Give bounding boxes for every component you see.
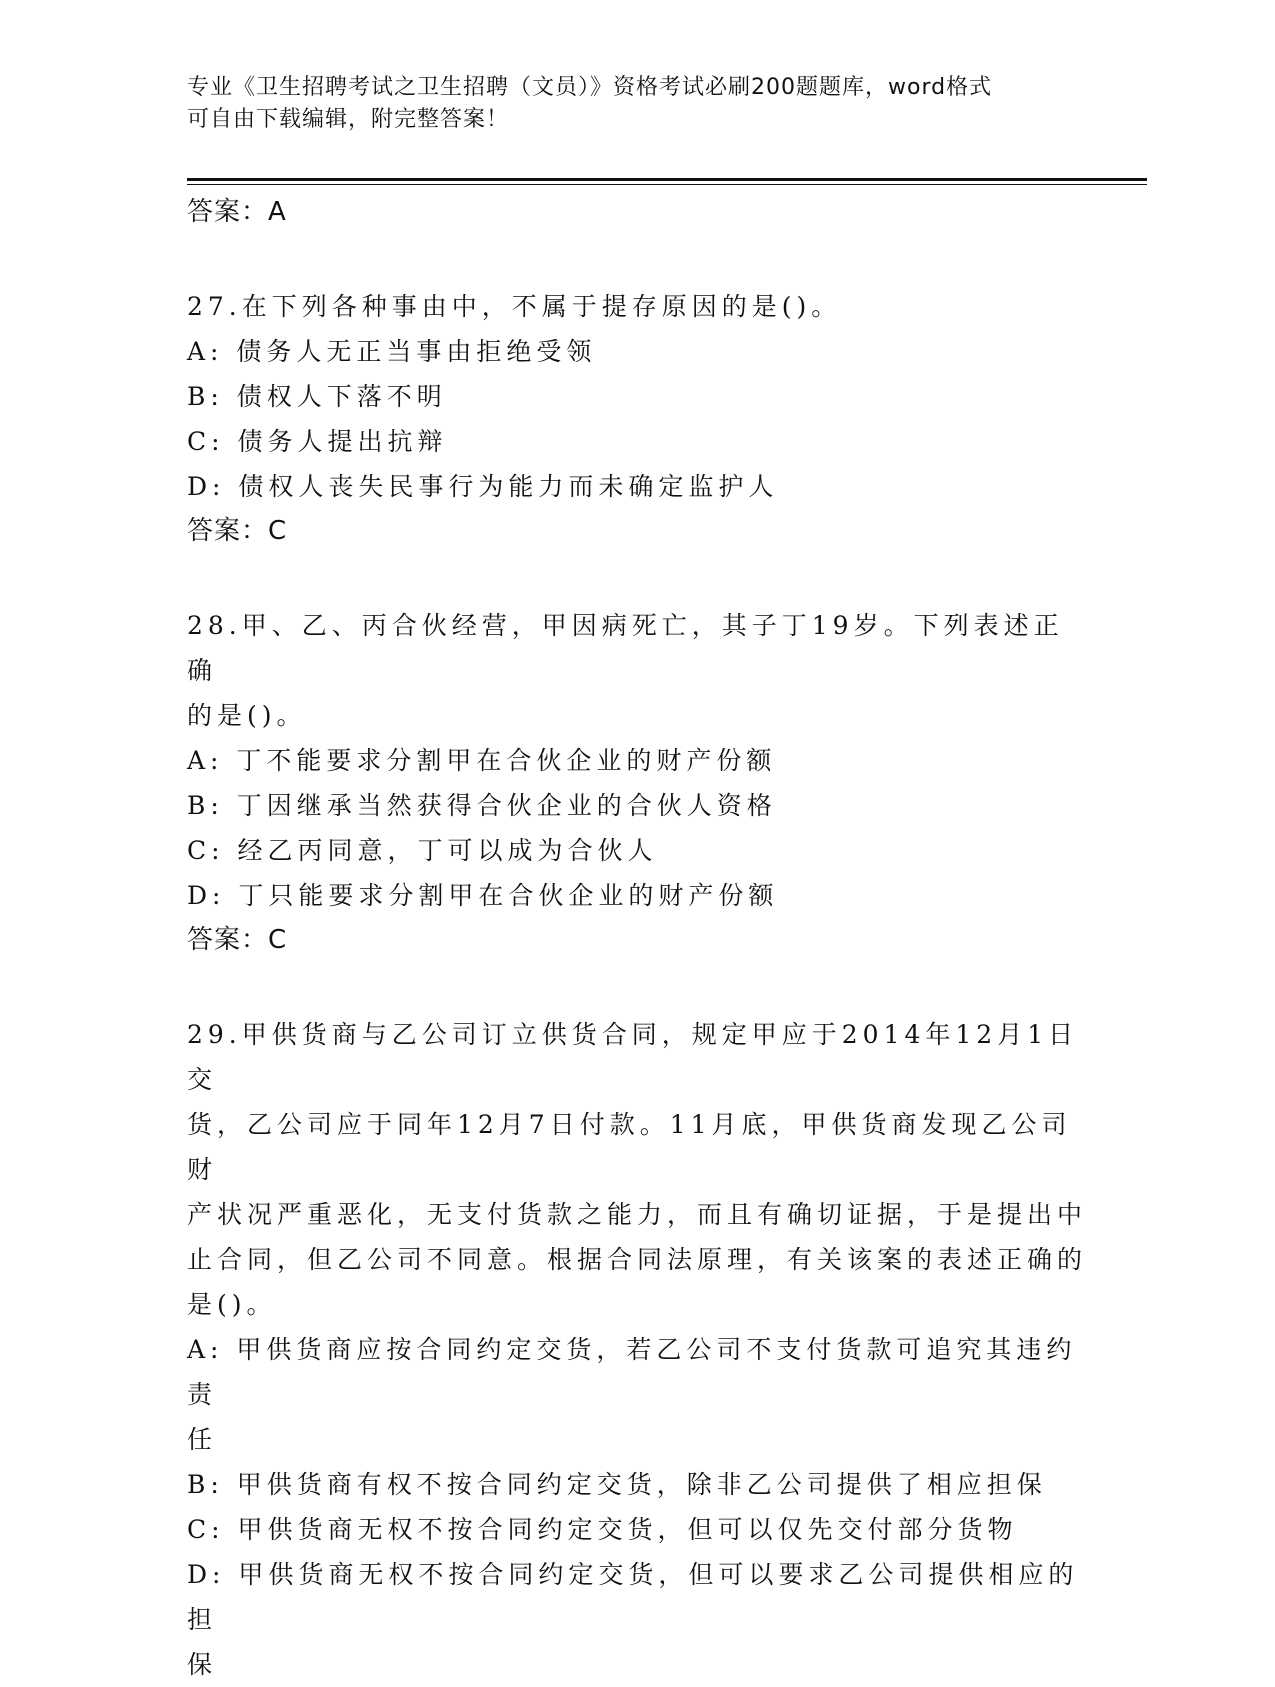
- question-block: [187, 1012, 1087, 1687]
- option-line: A: 丁不能要求分割甲在合伙企业的财产份额: [187, 746, 777, 775]
- question-stem-line: 产状况严重恶化，无支付货款之能力，而且有确切证据，于是提出中: [187, 1200, 1088, 1229]
- option-line: 任: [187, 1425, 218, 1454]
- option-line: A: 甲供货商应按合同约定交货，若乙公司不支付货款可追究其违约责: [187, 1335, 1077, 1409]
- option-line: B: 甲供货商有权不按合同约定交货，除非乙公司提供了相应担保: [187, 1470, 1047, 1499]
- option-line: A: 债务人无正当事由拒绝受领: [187, 337, 597, 366]
- question-stem-line: 是()。: [187, 1290, 277, 1319]
- option-line: 保: [187, 1650, 218, 1679]
- header-line-1: 专业《卫生招聘考试之卫生招聘（文员）》资格考试必刷200题题库，word格式: [187, 75, 993, 100]
- question-list: [187, 284, 1087, 1687]
- question-block: [187, 603, 1087, 962]
- option-line: C: 甲供货商无权不按合同约定交货，但可以仅先交付部分货物: [187, 1515, 1018, 1544]
- option-line: C: 债务人提出抗辩: [187, 427, 448, 456]
- question-stem-line: 货，乙公司应于同年12月7日付款。11月底，甲供货商发现乙公司财: [187, 1110, 1072, 1184]
- option-line: D: 丁只能要求分割甲在合伙企业的财产份额: [187, 881, 779, 910]
- question-stem-line: 的是()。: [187, 701, 307, 730]
- question-block: [187, 284, 1087, 553]
- answer-line: 答案：C: [187, 516, 288, 546]
- question-stem-line: 27.在下列各种事由中，不属于提存原因的是()。: [187, 292, 842, 321]
- header-rule-thin: [187, 184, 1147, 185]
- question-stem-line: 止合同，但乙公司不同意。根据合同法原理，有关该案的表述正确的: [187, 1245, 1088, 1274]
- header-line-2: 可自由下载编辑，附完整答案！: [187, 107, 510, 132]
- option-line: C: 经乙丙同意，丁可以成为合伙人: [187, 836, 658, 865]
- answer-line: 答案：C: [187, 925, 288, 955]
- question-stem-line: 29.甲供货商与乙公司订立供货合同，规定甲应于2014年12月1日交: [187, 1020, 1079, 1094]
- option-line: D: 债权人丧失民事行为能力而未确定监护人: [187, 472, 779, 501]
- option-line: B: 债权人下落不明: [187, 382, 447, 411]
- document-header: [187, 72, 1087, 136]
- option-line: B: 丁因继承当然获得合伙企业的合伙人资格: [187, 791, 777, 820]
- question-stem-line: 28.甲、乙、丙合伙经营，甲因病死亡，其子丁19岁。下列表述正确: [187, 611, 1064, 685]
- header-rule-thick: [187, 178, 1147, 181]
- answer-line: 答案：A: [187, 197, 287, 227]
- option-line: D: 甲供货商无权不按合同约定交货，但可以要求乙公司提供相应的担: [187, 1560, 1079, 1634]
- document-body: [187, 190, 1087, 1687]
